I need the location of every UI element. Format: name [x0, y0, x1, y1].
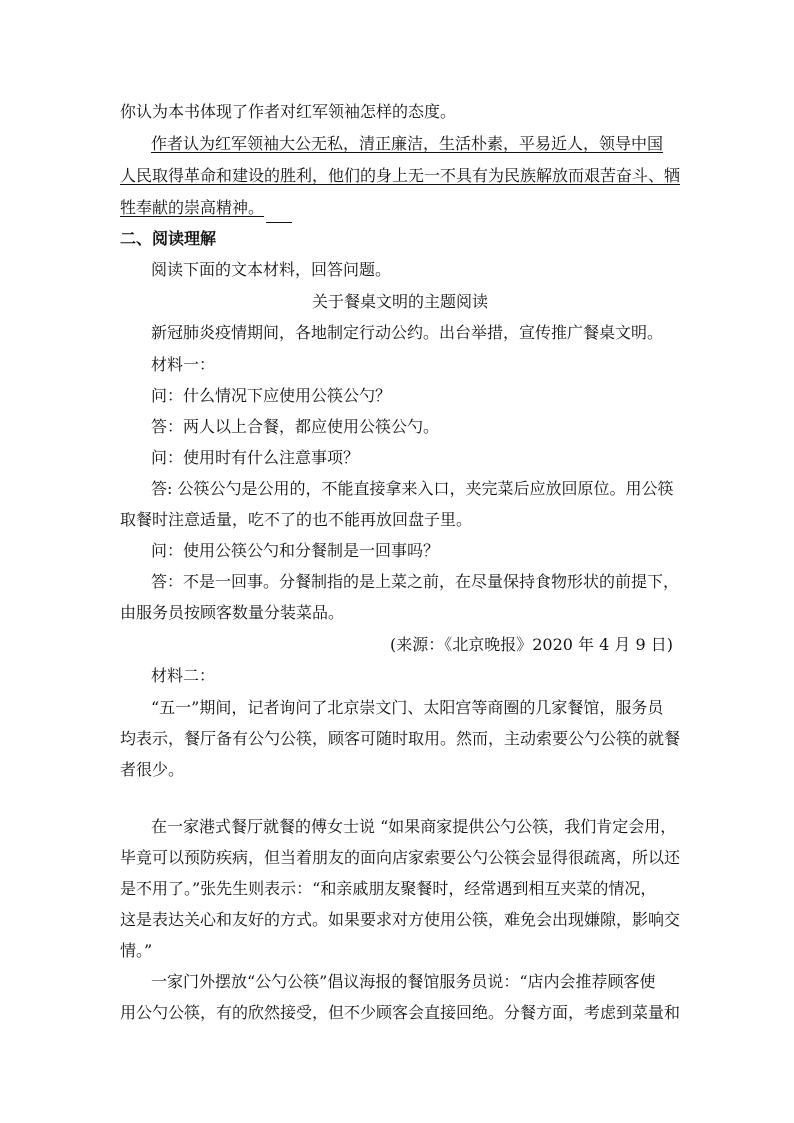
intro-paragraph: 新冠肺炎疫情期间，各地制定行动公约。出台举措，宣传推广餐桌文明。	[151, 323, 664, 342]
answer-line-2: 人民取得革命和建设的胜利，他们的身上无一不具有为民族解放而艰苦奋斗、牺	[120, 166, 680, 185]
qa-line: 由服务员按顾客数量分装菜品。	[120, 603, 345, 622]
section-heading: 二、阅读理解	[120, 229, 217, 248]
qa-line: 问：使用时有什么注意事项？	[151, 448, 360, 467]
qa-line: 答: 公筷公勺是公用的，不能直接拿来入口，夹完菜后应放回原位。用公筷	[151, 479, 674, 498]
qa-line: 问：什么情况下应使用公筷公勺？	[151, 386, 392, 405]
answer-line-3-text: 牲奉献的崇高精神。	[120, 198, 265, 217]
answer-blank-line	[266, 202, 292, 223]
material-two-label: 材料二：	[151, 666, 216, 685]
paragraph-line: 一家门外摆放“公勺公筷”倡议海报的餐馆服务员说：“店内会推荐顾客使	[151, 972, 656, 991]
paragraph-line: “五一”期间，记者询问了北京崇文门、太阳宫等商圈的几家餐馆，服务员	[151, 698, 664, 717]
question-text: 你认为本书体现了作者对红军领袖怎样的态度。	[120, 102, 457, 121]
qa-line: 问：使用公筷公勺和分餐制是一回事吗？	[151, 541, 440, 560]
material-one-label: 材料一：	[151, 355, 216, 374]
qa-line: 答：不是一回事。分餐制指的是上菜之前，在尽量保持食物形状的前提下，	[151, 572, 680, 591]
instruction-text: 阅读下面的文本材料，回答问题。	[151, 260, 392, 279]
paragraph-line: 是不用了。”张先生则表示：“和亲戚朋友聚餐时，经常遇到相互夹菜的情况，	[120, 879, 657, 898]
reading-title: 关于餐桌文明的主题阅读	[311, 292, 488, 311]
paragraph-line: 毕竟可以预防疾病，但当着朋友的面向店家索要公勺公筷会显得很疏离，所以还	[120, 848, 680, 867]
qa-line: 取餐时注意适量，吃不了的也不能再放回盘子里。	[120, 510, 473, 529]
answer-line-3	[120, 193, 680, 223]
paragraph-line: 均表示，餐厅备有公勺公筷，顾客可随时取用。然而，主动索要公勺公筷的就餐	[120, 729, 680, 748]
paragraph-line: 者很少。	[120, 760, 185, 779]
paragraph-line: 用公勺公筷，有的欣然接受，但不少顾客会直接回绝。分餐方面，考虑到菜量和	[120, 1003, 680, 1022]
paragraph-line: 在一家港式餐厅就餐的傅女士说 “如果商家提供公勺公筷，我们肯定会用，	[151, 817, 677, 836]
answer-line-1: 作者认为红军领袖大公无私，清正廉洁，生活朴素，平易近人，领导中国	[151, 134, 664, 153]
source-citation: (来源：《北京晚报》2020 年 4 月 9 日)	[390, 635, 673, 654]
qa-line: 答：两人以上合餐，都应使用公筷公勺。	[151, 417, 440, 436]
paragraph-line: 情。”	[120, 941, 153, 960]
paragraph-line: 这是表达关心和友好的方式。如果要求对方使用公筷，难免会出现嫌隙，影响交	[120, 910, 680, 929]
